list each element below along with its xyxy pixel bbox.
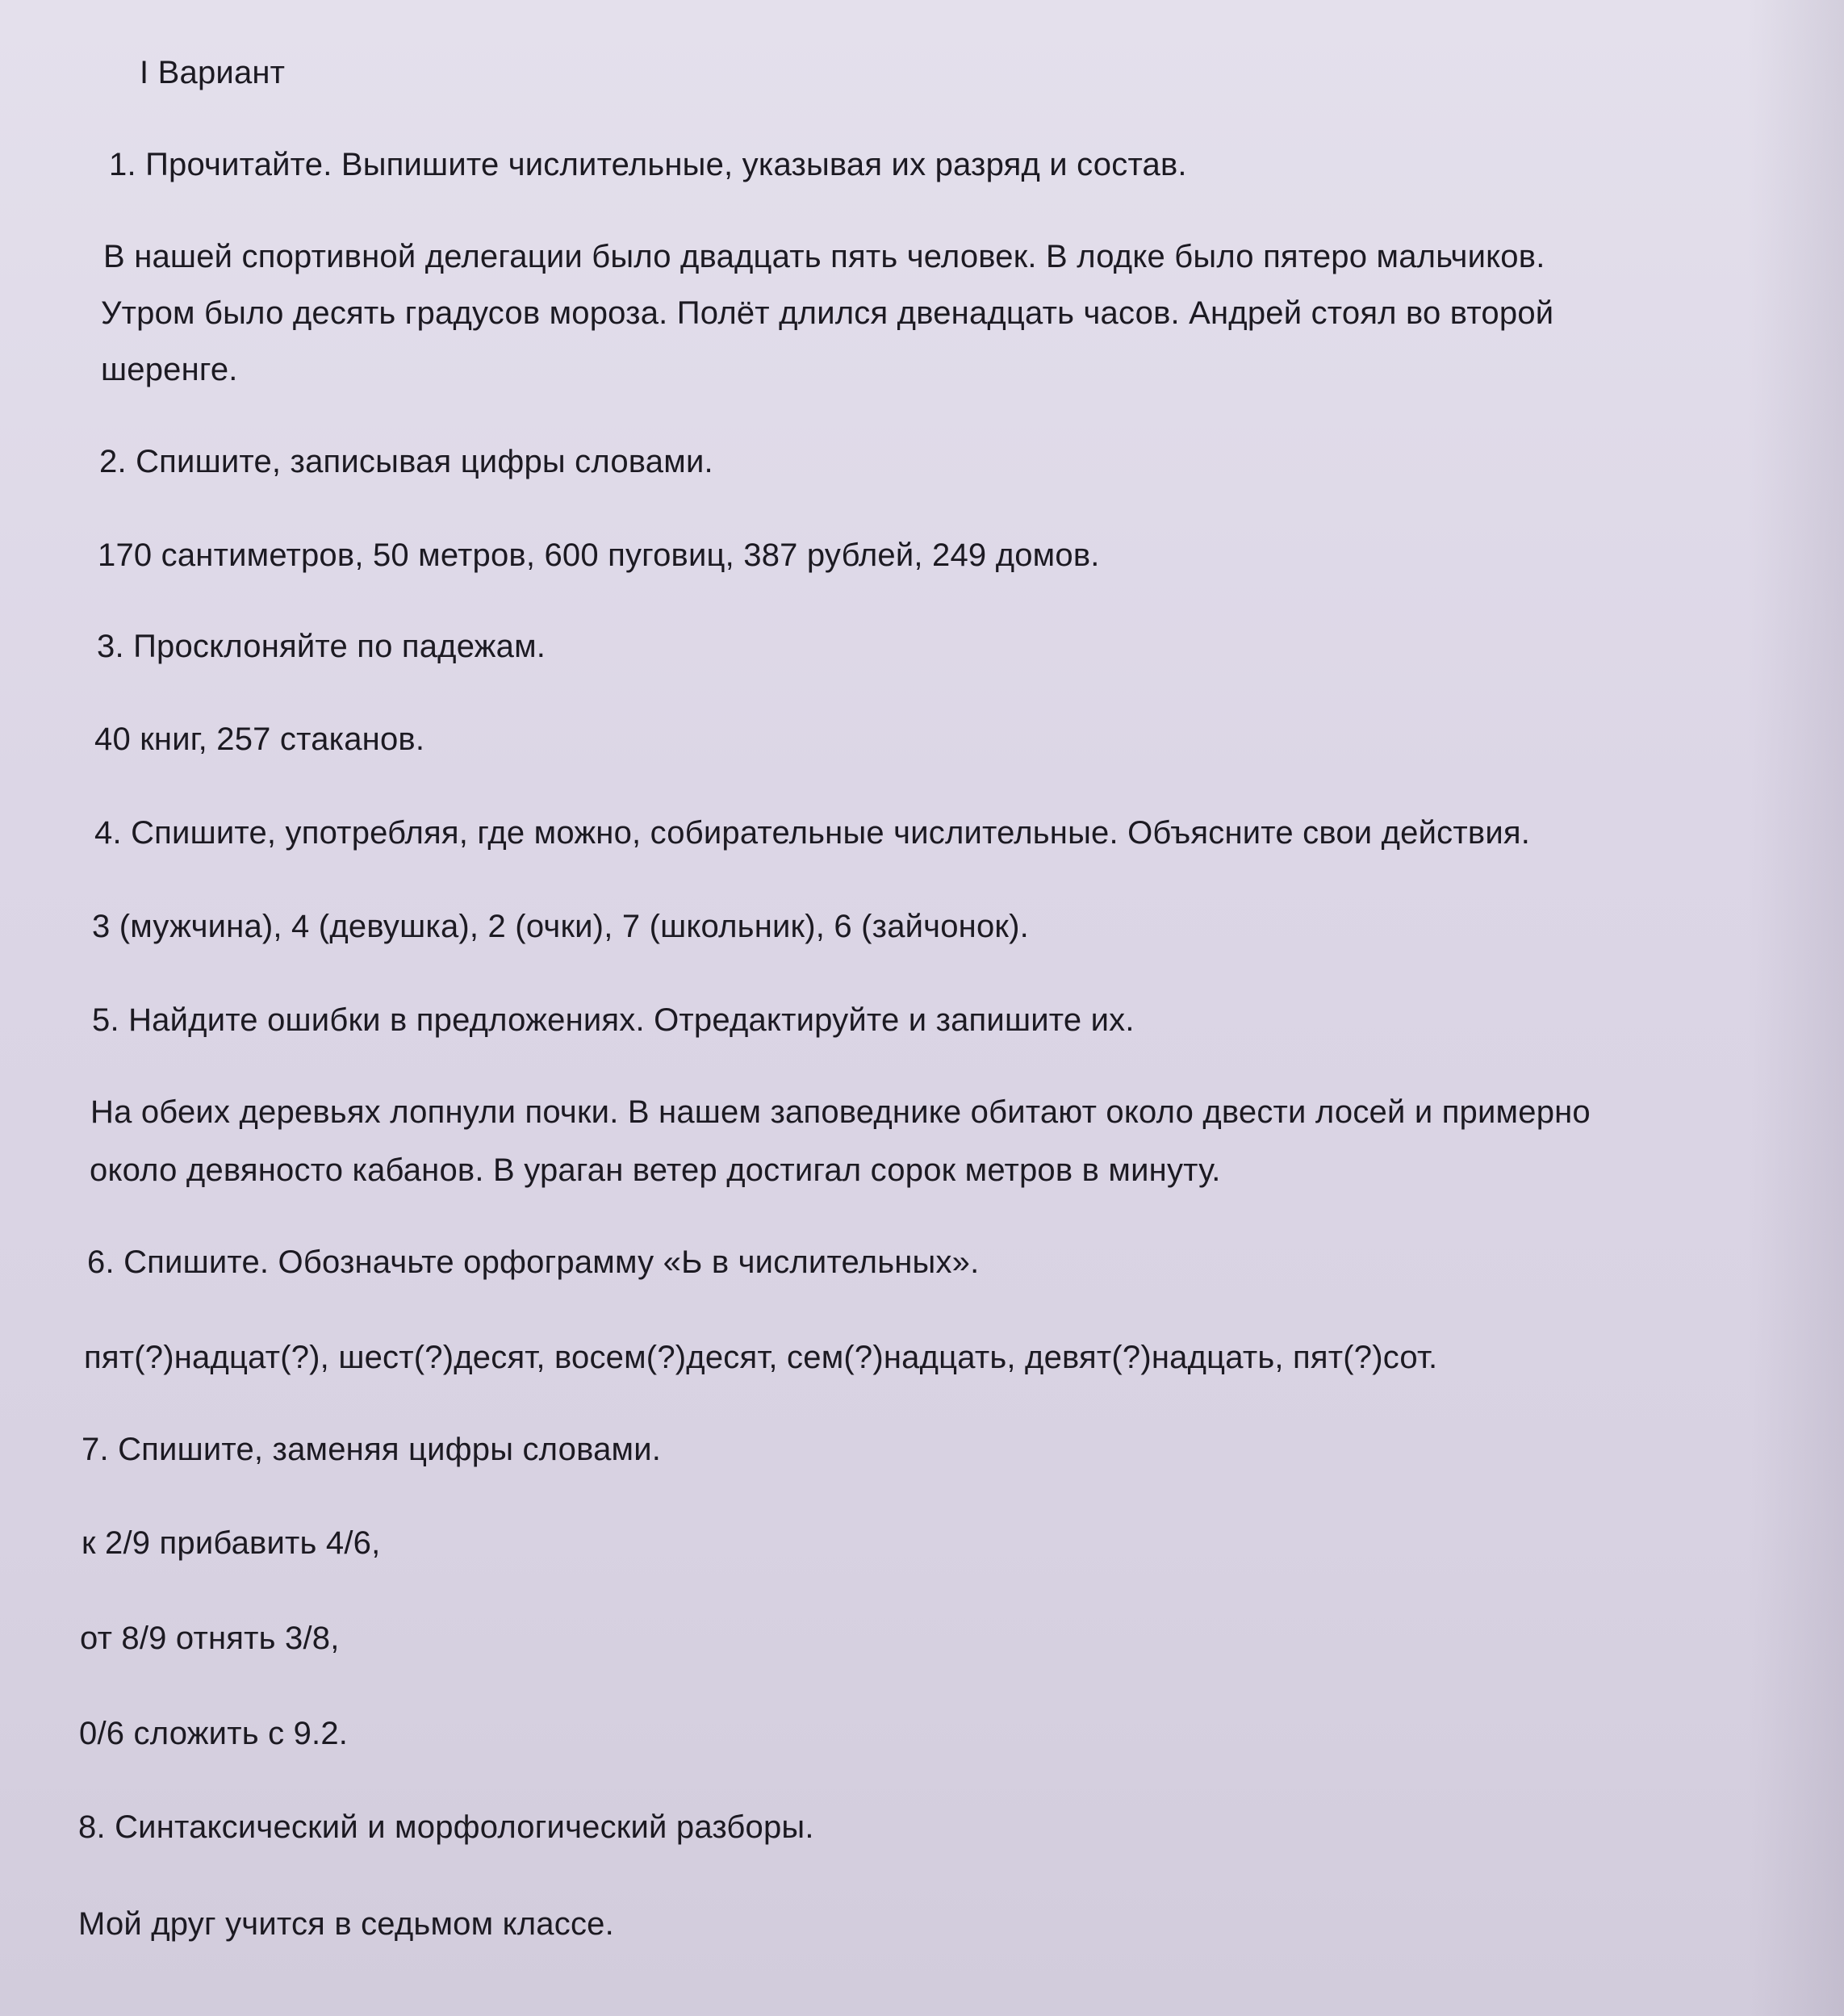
task-7-text-line: к 2/9 прибавить 4/6, — [82, 1525, 381, 1561]
task-1-instruction: 1. Прочитайте. Выпишите числительные, указывая их разряд и состав. — [109, 147, 1187, 182]
task-2-instruction: 2. Спишите, записывая цифры словами. — [99, 444, 713, 479]
task-4-instruction: 4. Спишите, употребляя, где можно, собирательные числительные. Объясните свои действия. — [94, 815, 1531, 851]
task-5-text-line: На обеих деревьях лопнули почки. В нашем заповеднике обитают около двести лосей и примерно — [90, 1094, 1591, 1130]
task-6-text-line: пят(?)надцат(?), шест(?)десят, восем(?)десят, сем(?)надцать, девят(?)надцать, пят(?)сот. — [84, 1340, 1438, 1375]
task-7-instruction: 7. Спишите, заменяя цифры словами. — [82, 1432, 662, 1467]
variant-title: I Вариант — [140, 55, 286, 90]
task-6-instruction: 6. Спишите. Обозначьте орфограмму «Ь в числительных». — [87, 1244, 980, 1280]
task-1-text-line: шеренге. — [101, 352, 238, 387]
task-3-instruction: 3. Просклоняйте по падежам. — [97, 629, 546, 664]
task-5-text-line: около девяносто кабанов. В ураган ветер достигал сорок метров в минуту. — [90, 1152, 1221, 1188]
task-5-instruction: 5. Найдите ошибки в предложениях. Отредактируйте и запишите их. — [92, 1002, 1135, 1038]
task-4-text-line: 3 (мужчина), 4 (девушка), 2 (очки), 7 (школьник), 6 (зайчонок). — [92, 909, 1029, 944]
task-2-text-line: 170 сантиметров, 50 метров, 600 пуговиц, 387 рублей, 249 домов. — [98, 537, 1100, 573]
task-1-text-line: Утром было десять градусов мороза. Полёт длился двенадцать часов. Андрей стоял во второй — [101, 295, 1554, 331]
task-3-text-line: 40 книг, 257 стаканов. — [94, 721, 425, 757]
task-1-text-line: В нашей спортивной делегации было двадцать пять человек. В лодке было пятеро мальчиков. — [103, 239, 1545, 274]
task-8-text-line: Мой друг учится в седьмом классе. — [78, 1906, 614, 1942]
task-7-text-line: 0/6 сложить с 9.2. — [79, 1716, 349, 1751]
task-7-text-line: от 8/9 отнять 3/8, — [80, 1621, 340, 1656]
task-8-instruction: 8. Синтаксический и морфологический разборы. — [78, 1809, 814, 1845]
